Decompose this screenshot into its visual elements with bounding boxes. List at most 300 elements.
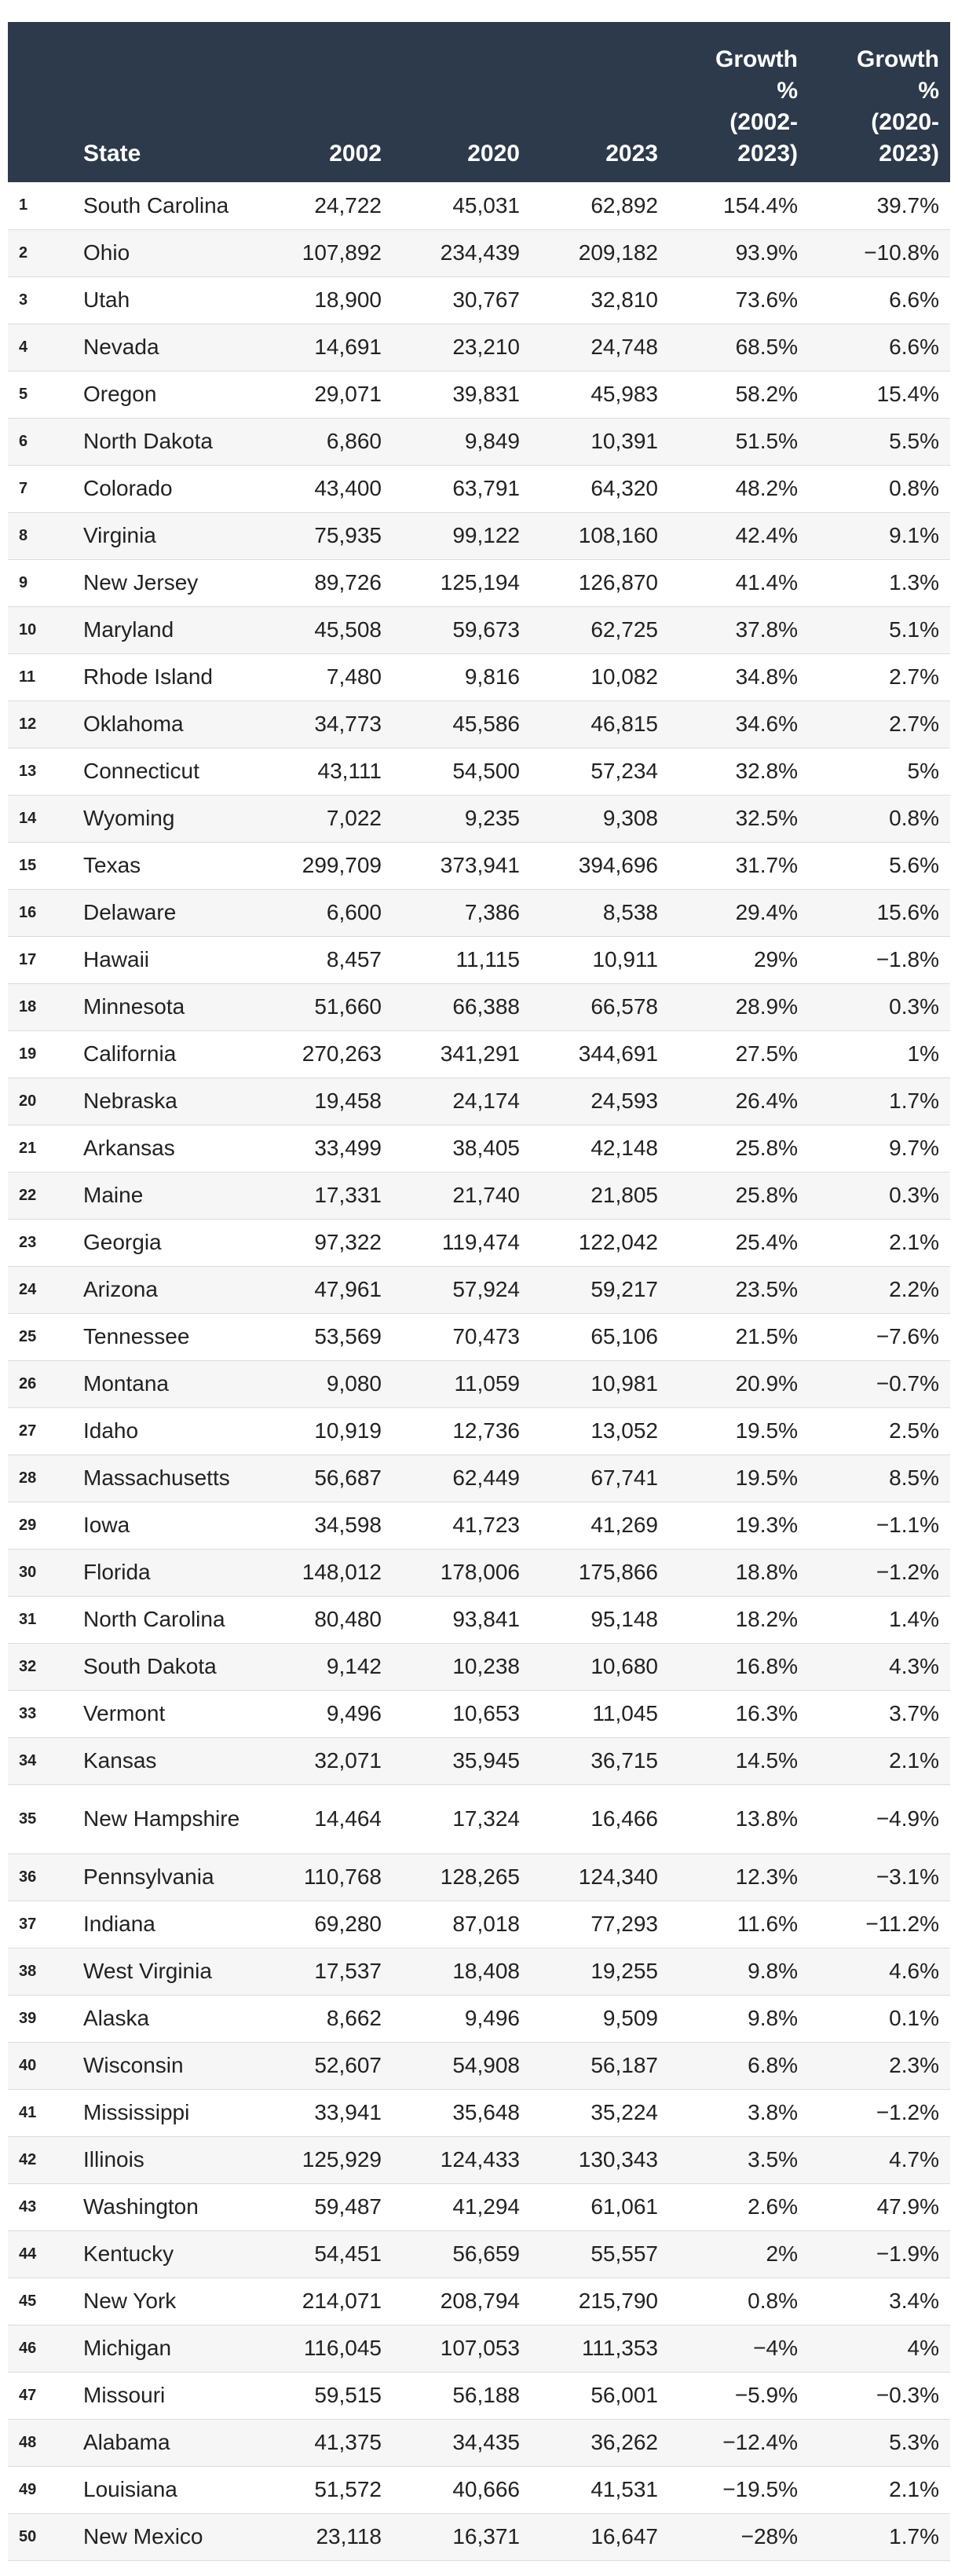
state-cell: Kentucky	[83, 2241, 174, 2266]
growth-2020-2023-cell: −1.8%	[876, 947, 939, 971]
growth-2002-2023-cell: −28%	[740, 2524, 798, 2549]
value-2023-cell: 215,790	[578, 2289, 658, 2313]
growth-2020-2023-cell: 0.3%	[889, 1183, 939, 1207]
value-2002-cell: 14,464	[314, 1806, 382, 1831]
value-2002-cell: 24,722	[314, 192, 382, 218]
value-2002-cell: 9,496	[326, 1701, 382, 1725]
value-2020-cell: 124,433	[440, 2147, 520, 2172]
rank-cell: 35	[19, 1809, 37, 1828]
growth-2002-2023-cell: 48.2%	[735, 476, 798, 500]
value-2002-cell: 116,045	[303, 2336, 382, 2360]
growth-2002-2023-cell: 19.5%	[735, 1465, 798, 1490]
rank-cell: 8	[19, 526, 28, 544]
table-row	[8, 1549, 950, 1596]
rank-cell: 38	[19, 1962, 37, 1980]
growth-2002-2023-cell: 73.6%	[735, 287, 798, 312]
value-2020-cell: 45,031	[452, 192, 520, 218]
value-2020-cell: 56,188	[452, 2383, 520, 2407]
value-2023-cell: 8,538	[602, 900, 658, 924]
state-cell: Washington	[83, 2194, 199, 2219]
growth-2002-2023-cell: 19.5%	[735, 1418, 798, 1443]
header-growth-2002-2023-line-3: (2002-	[729, 109, 798, 135]
rank-cell: 1	[19, 196, 28, 214]
value-2023-cell: 344,691	[578, 1041, 658, 1066]
growth-2002-2023-cell: 25.8%	[735, 1183, 798, 1207]
table-row	[8, 276, 950, 324]
value-2020-cell: 125,194	[440, 570, 520, 595]
value-2023-cell: 10,680	[591, 1654, 658, 1678]
table-row	[8, 324, 950, 371]
value-2002-cell: 51,660	[314, 994, 382, 1019]
value-2023-cell: 36,715	[591, 1748, 658, 1773]
value-2002-cell: 32,071	[314, 1748, 382, 1773]
rank-cell: 39	[19, 2009, 37, 2027]
value-2002-cell: 17,331	[314, 1183, 382, 1207]
table-row	[8, 1078, 950, 1125]
value-2023-cell: 56,187	[591, 2053, 658, 2077]
rank-cell: 32	[19, 1657, 37, 1675]
value-2002-cell: 59,487	[314, 2194, 382, 2219]
value-2002-cell: 54,451	[314, 2241, 382, 2266]
value-2023-cell: 10,981	[591, 1371, 658, 1396]
value-2023-cell: 95,148	[591, 1607, 658, 1631]
value-2002-cell: 7,480	[326, 664, 382, 689]
value-2023-cell: 45,983	[591, 382, 658, 406]
data-table-container	[8, 22, 950, 2561]
growth-2002-2023-cell: −12.4%	[722, 2430, 798, 2454]
state-cell: Maryland	[83, 617, 174, 642]
growth-2002-2023-cell: 42.4%	[735, 523, 798, 547]
growth-2020-2023-cell: 5%	[907, 759, 939, 783]
rank-cell: 29	[19, 1516, 37, 1534]
table-row	[8, 2183, 950, 2230]
growth-2002-2023-cell: 154.4%	[723, 192, 798, 218]
value-2020-cell: 70,473	[452, 1324, 520, 1348]
value-2023-cell: 175,866	[578, 1560, 658, 1584]
table-row	[8, 2136, 950, 2183]
rank-cell: 26	[19, 1374, 37, 1392]
rank-cell: 10	[19, 620, 37, 639]
value-2020-cell: 93,841	[452, 1607, 520, 1631]
rank-cell: 5	[19, 385, 28, 403]
value-2002-cell: 75,935	[314, 523, 382, 547]
state-cell: Oregon	[83, 382, 157, 406]
state-cell: Connecticut	[83, 759, 199, 783]
state-cell: New York	[83, 2289, 177, 2313]
value-2023-cell: 67,741	[591, 1465, 658, 1490]
value-2023-cell: 16,466	[591, 1806, 658, 1831]
value-2002-cell: 56,687	[314, 1465, 382, 1490]
header-growth-2002-2023-line-2: %	[777, 78, 798, 104]
rank-cell: 28	[19, 1469, 37, 1487]
growth-2020-2023-cell: 0.8%	[889, 476, 939, 500]
table-row	[8, 182, 950, 229]
growth-2002-2023-cell: 12.3%	[735, 1864, 798, 1889]
value-2020-cell: 11,115	[455, 947, 520, 971]
table-row	[8, 1125, 950, 1172]
rank-cell: 4	[19, 338, 28, 356]
state-cell: North Carolina	[83, 1607, 225, 1631]
value-2002-cell: 34,773	[314, 712, 382, 736]
growth-2002-2023-cell: 68.5%	[735, 335, 798, 359]
value-2020-cell: 41,723	[452, 1513, 520, 1537]
rank-cell: 45	[19, 2292, 37, 2310]
table-row	[8, 1454, 950, 1502]
table-row	[8, 1901, 950, 1948]
header-growth-2002-2023[interactable]	[669, 22, 809, 182]
value-2020-cell: 66,388	[452, 994, 520, 1019]
value-2020-cell: 35,945	[452, 1748, 520, 1773]
state-cell: Nevada	[83, 335, 159, 359]
value-2002-cell: 97,322	[314, 1230, 382, 1254]
growth-2002-2023-cell: 32.8%	[735, 759, 798, 783]
table-row	[8, 512, 950, 559]
growth-2020-2023-cell: −7.6%	[876, 1324, 939, 1348]
value-2020-cell: 7,386	[464, 900, 520, 924]
growth-2002-2023-cell: 23.5%	[735, 1277, 798, 1301]
value-2020-cell: 54,500	[452, 759, 520, 783]
value-2002-cell: 270,263	[302, 1041, 382, 1066]
value-2002-cell: 8,457	[326, 947, 382, 971]
growth-2020-2023-cell: 39.7%	[876, 192, 939, 218]
state-cell: Maine	[83, 1183, 144, 1207]
growth-2020-2023-cell: 2.1%	[889, 2477, 939, 2501]
state-cell: Wyoming	[83, 806, 175, 830]
rank-cell: 18	[19, 997, 37, 1015]
rank-cell: 20	[19, 1092, 37, 1110]
value-2020-cell: 40,666	[452, 2477, 520, 2501]
header-growth-2020-2023-line-2: %	[918, 78, 939, 104]
value-2020-cell: 41,294	[452, 2194, 520, 2219]
value-2002-cell: 33,941	[314, 2100, 382, 2124]
value-2020-cell: 30,767	[452, 287, 520, 312]
state-cell: Tennessee	[83, 1324, 190, 1348]
value-2020-cell: 23,210	[452, 335, 520, 359]
rank-cell: 30	[19, 1563, 37, 1581]
value-2023-cell: 11,045	[592, 1701, 658, 1725]
growth-2002-2023-cell: 14.5%	[735, 1748, 798, 1773]
value-2023-cell: 46,815	[591, 712, 658, 736]
state-cell: Nebraska	[83, 1089, 177, 1113]
table-header	[8, 22, 950, 182]
growth-2002-2023-cell: 58.2%	[735, 382, 798, 406]
state-cell: Virginia	[83, 523, 156, 547]
rank-cell: 27	[19, 1422, 37, 1440]
growth-2002-2023-cell: 37.8%	[735, 617, 798, 642]
table-row	[8, 559, 950, 606]
value-2020-cell: 54,908	[452, 2053, 520, 2077]
growth-2020-2023-cell: 2.3%	[889, 2053, 939, 2077]
growth-2002-2023-cell: 18.2%	[735, 1607, 798, 1631]
state-cell: Illinois	[83, 2147, 144, 2172]
growth-2002-2023-cell: 13.8%	[735, 1806, 798, 1831]
value-2020-cell: 59,673	[452, 617, 520, 642]
header-2002[interactable]: 2002	[329, 141, 382, 166]
value-2023-cell: 13,052	[591, 1418, 658, 1443]
growth-2020-2023-cell: 4%	[907, 2336, 939, 2360]
value-2023-cell: 64,320	[591, 476, 658, 500]
value-2023-cell: 61,061	[591, 2194, 658, 2219]
growth-2020-2023-cell: 9.1%	[889, 523, 939, 547]
growth-2002-2023-cell: 32.5%	[735, 806, 798, 830]
table-row	[8, 1360, 950, 1407]
value-2002-cell: 6,600	[326, 900, 382, 924]
growth-2002-2023-cell: 3.5%	[748, 2147, 798, 2172]
state-cell: Hawaii	[83, 947, 150, 971]
rank-cell: 25	[19, 1327, 37, 1345]
rank-cell: 33	[19, 1704, 37, 1722]
value-2002-cell: 107,892	[302, 240, 382, 265]
growth-2002-2023-cell: 21.5%	[735, 1324, 798, 1348]
rank-cell: 47	[19, 2386, 37, 2404]
table-row	[8, 2325, 950, 2372]
value-2023-cell: 55,557	[591, 2241, 658, 2266]
value-2020-cell: 17,324	[452, 1806, 520, 1831]
growth-2020-2023-cell: 4.3%	[889, 1654, 939, 1678]
rank-cell: 49	[19, 2480, 37, 2498]
growth-2020-2023-cell: 2.7%	[889, 664, 939, 689]
state-cell: Texas	[83, 853, 141, 877]
value-2020-cell: 56,659	[452, 2241, 520, 2266]
rank-cell: 34	[19, 1751, 37, 1769]
rank-cell: 11	[19, 668, 36, 686]
value-2023-cell: 41,269	[591, 1513, 658, 1537]
growth-2002-2023-cell: 25.4%	[735, 1230, 798, 1254]
state-cell: Colorado	[83, 476, 173, 500]
growth-2002-2023-cell: 11.6%	[737, 1912, 798, 1936]
growth-2002-2023-cell: 20.9%	[735, 1371, 798, 1396]
table-row	[8, 1948, 950, 1995]
value-2020-cell: 373,941	[440, 853, 520, 877]
growth-2002-2023-cell: 29.4%	[735, 900, 798, 924]
table-row	[8, 1737, 950, 1784]
table-row	[8, 1407, 950, 1454]
growth-2020-2023-cell: 4.7%	[889, 2147, 939, 2172]
header-growth-2020-2023[interactable]	[809, 22, 950, 182]
table-row	[8, 2278, 950, 2325]
rank-cell: 12	[19, 715, 37, 733]
growth-2020-2023-cell: 9.7%	[889, 1136, 939, 1160]
table-row	[8, 2042, 950, 2089]
header-2020[interactable]: 2020	[467, 141, 520, 166]
value-2020-cell: 107,053	[440, 2336, 520, 2360]
growth-2020-2023-cell: 5.5%	[889, 429, 939, 453]
growth-2002-2023-cell: −4%	[753, 2336, 798, 2360]
state-cell: California	[83, 1041, 177, 1066]
header-2023[interactable]: 2023	[605, 141, 658, 166]
rank-cell: 14	[19, 809, 37, 827]
value-2002-cell: 33,499	[314, 1136, 382, 1160]
table-row	[8, 936, 950, 983]
value-2020-cell: 208,794	[440, 2289, 520, 2313]
state-cell: New Jersey	[83, 570, 199, 595]
value-2023-cell: 65,106	[591, 1324, 658, 1348]
state-cell: Florida	[83, 1560, 151, 1584]
value-2023-cell: 124,340	[578, 1864, 658, 1889]
rank-cell: 42	[19, 2150, 37, 2168]
rank-cell: 24	[19, 1280, 37, 1298]
value-2002-cell: 19,458	[314, 1089, 382, 1113]
growth-2020-2023-cell: 1.7%	[889, 2524, 939, 2549]
value-2023-cell: 10,911	[592, 947, 658, 971]
value-2020-cell: 45,586	[452, 712, 520, 736]
table-row	[8, 653, 950, 701]
value-2002-cell: 18,900	[314, 287, 382, 312]
value-2002-cell: 59,515	[314, 2383, 382, 2407]
rank-cell: 21	[19, 1139, 37, 1157]
value-2023-cell: 126,870	[578, 570, 658, 595]
value-2020-cell: 18,408	[452, 1959, 520, 1983]
growth-2020-2023-cell: 2.1%	[889, 1748, 939, 1773]
state-cell: Vermont	[83, 1701, 166, 1725]
state-cell: Georgia	[83, 1230, 162, 1254]
value-2002-cell: 9,080	[326, 1371, 382, 1396]
state-cell: Arkansas	[83, 1136, 175, 1160]
header-rank	[8, 22, 72, 182]
growth-2002-2023-cell: 9.8%	[748, 2006, 798, 2030]
growth-2020-2023-cell: 6.6%	[889, 335, 939, 359]
state-cell: Michigan	[83, 2336, 172, 2360]
value-2023-cell: 32,810	[591, 287, 658, 312]
value-2002-cell: 89,726	[314, 570, 382, 595]
growth-2002-2023-cell: 28.9%	[735, 994, 798, 1019]
rank-cell: 19	[19, 1045, 37, 1063]
value-2020-cell: 63,791	[452, 476, 520, 500]
table-row	[8, 1313, 950, 1360]
value-2002-cell: 41,375	[314, 2430, 382, 2454]
value-2023-cell: 24,593	[591, 1089, 658, 1113]
value-2002-cell: 47,961	[314, 1277, 382, 1301]
value-2002-cell: 80,480	[314, 1607, 382, 1631]
state-cell: Missouri	[83, 2383, 166, 2407]
value-2002-cell: 148,012	[302, 1560, 382, 1584]
growth-2020-2023-cell: 15.4%	[876, 382, 939, 406]
table-row	[8, 2372, 950, 2419]
growth-2020-2023-cell: −10.8%	[864, 240, 939, 265]
growth-2020-2023-cell: −4.9%	[876, 1806, 939, 1831]
growth-2002-2023-cell: 2%	[766, 2241, 798, 2266]
value-2020-cell: 9,849	[464, 429, 520, 453]
growth-2020-2023-cell: 4.6%	[889, 1959, 939, 1983]
value-2002-cell: 45,508	[314, 617, 382, 642]
table-row	[8, 701, 950, 748]
growth-2020-2023-cell: 5.1%	[889, 617, 939, 642]
value-2020-cell: 9,816	[464, 664, 520, 689]
state-cell: Massachusetts	[83, 1465, 230, 1490]
value-2020-cell: 12,736	[452, 1418, 520, 1443]
growth-2020-2023-cell: 5.6%	[889, 853, 939, 877]
growth-2002-2023-cell: 51.5%	[735, 429, 798, 453]
state-cell: West Virginia	[83, 1959, 212, 1983]
state-cell: Pennsylvania	[83, 1864, 214, 1889]
growth-2020-2023-cell: 1.4%	[889, 1607, 939, 1631]
rank-cell: 6	[19, 432, 28, 450]
header-growth-2020-2023-line-3: (2020-	[871, 109, 939, 135]
value-2023-cell: 10,391	[591, 429, 658, 453]
value-2023-cell: 24,748	[591, 335, 658, 359]
rank-cell: 44	[19, 2245, 37, 2263]
value-2002-cell: 17,537	[314, 1959, 382, 1983]
header-state[interactable]: State	[83, 141, 141, 166]
growth-2002-2023-cell: 31.7%	[735, 853, 798, 877]
value-2023-cell: 57,234	[591, 759, 658, 783]
value-2023-cell: 41,531	[591, 2477, 658, 2501]
state-cell: Kansas	[83, 1748, 157, 1773]
growth-2002-2023-cell: −19.5%	[722, 2477, 798, 2501]
value-2020-cell: 34,435	[452, 2430, 520, 2454]
growth-2020-2023-cell: 47.9%	[876, 2194, 939, 2219]
growth-2020-2023-cell: 3.7%	[889, 1701, 939, 1725]
header-growth-2020-2023-line-4: 2023)	[879, 141, 939, 166]
growth-2020-2023-cell: 5.3%	[889, 2430, 939, 2454]
table-row	[8, 795, 950, 842]
table-row	[8, 1502, 950, 1549]
value-2002-cell: 34,598	[314, 1513, 382, 1537]
table-row	[8, 983, 950, 1030]
state-cell: Alabama	[83, 2430, 170, 2454]
table-row	[8, 842, 950, 889]
growth-2002-2023-cell: 19.3%	[735, 1513, 798, 1537]
value-2023-cell: 394,696	[578, 853, 658, 877]
rank-cell: 2	[19, 243, 28, 262]
growth-2020-2023-cell: 2.2%	[889, 1277, 939, 1301]
value-2023-cell: 130,343	[578, 2147, 658, 2172]
growth-2020-2023-cell: 2.1%	[889, 1230, 939, 1254]
value-2020-cell: 9,235	[464, 806, 520, 830]
value-2023-cell: 19,255	[591, 1959, 658, 1983]
value-2002-cell: 29,071	[314, 382, 382, 406]
value-2023-cell: 209,182	[578, 240, 658, 265]
value-2023-cell: 59,217	[591, 1277, 658, 1301]
state-cell: South Dakota	[83, 1654, 217, 1678]
value-2023-cell: 9,509	[602, 2006, 658, 2030]
table-row	[8, 2466, 950, 2513]
value-2023-cell: 42,148	[591, 1136, 658, 1160]
rank-cell: 22	[19, 1186, 37, 1204]
value-2002-cell: 8,662	[326, 2006, 382, 2030]
state-cell: Utah	[83, 287, 130, 312]
growth-2002-2023-cell: 16.3%	[735, 1701, 798, 1725]
header-row	[8, 22, 950, 182]
growth-2020-2023-cell: 2.7%	[889, 712, 939, 736]
value-2020-cell: 178,006	[440, 1560, 520, 1584]
value-2023-cell: 111,353	[581, 2336, 658, 2360]
value-2002-cell: 6,860	[326, 429, 382, 453]
value-2023-cell: 16,647	[591, 2524, 658, 2549]
growth-2020-2023-cell: −1.9%	[876, 2241, 939, 2266]
value-2002-cell: 214,071	[302, 2289, 382, 2313]
value-2002-cell: 23,118	[316, 2524, 382, 2549]
rank-cell: 36	[19, 1868, 37, 1886]
value-2023-cell: 9,308	[602, 806, 658, 830]
value-2020-cell: 57,924	[452, 1277, 520, 1301]
growth-2002-2023-cell: 93.9%	[735, 240, 798, 265]
table-row	[8, 2513, 950, 2560]
growth-2002-2023-cell: 6.8%	[748, 2053, 798, 2077]
value-2020-cell: 24,174	[452, 1089, 520, 1113]
value-2002-cell: 9,142	[326, 1654, 382, 1678]
growth-2002-2023-cell: 16.8%	[735, 1654, 798, 1678]
growth-2002-2023-cell: −5.9%	[734, 2383, 798, 2407]
table-body	[8, 182, 950, 2560]
value-2002-cell: 69,280	[314, 1912, 382, 1936]
value-2020-cell: 10,653	[452, 1701, 520, 1725]
table-row	[8, 1219, 950, 1266]
value-2023-cell: 36,262	[591, 2430, 658, 2454]
growth-2020-2023-cell: −1.1%	[876, 1513, 939, 1537]
value-2002-cell: 7,022	[326, 806, 382, 830]
state-cell: Iowa	[83, 1513, 130, 1537]
